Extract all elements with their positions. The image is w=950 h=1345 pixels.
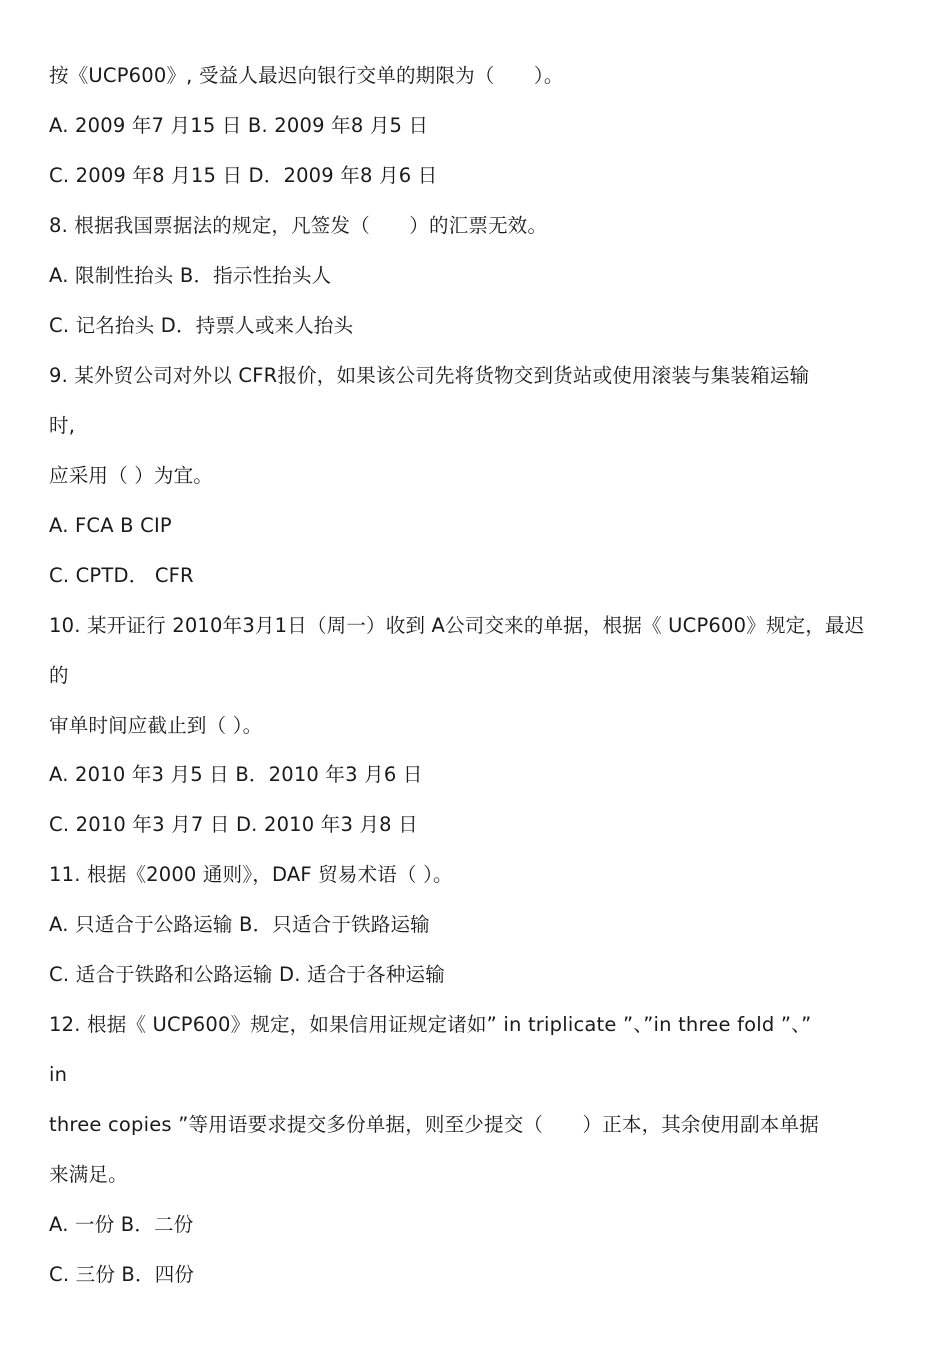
- text-line: three copies ”等用语要求提交多份单据，则至少提交（ ）正本，其余使用副本单据: [49, 1113, 819, 1136]
- text-line: 应采用（ ）为宜。: [49, 464, 213, 487]
- text-line: 按《UCP600》, 受益人最迟向银行交单的期限为（ ）。: [49, 64, 564, 87]
- text-line: C. 三份 B．四份: [49, 1263, 195, 1286]
- text-line: 11. 根据《2000 通则》，DAF 贸易术语（ ）。: [49, 863, 453, 886]
- text-line: C. 2009 年8 月15 日 D．2009 年8 月6 日: [49, 164, 438, 187]
- text-line: C. 适合于铁路和公路运输 D. 适合于各种运输: [49, 963, 445, 986]
- text-line: A. 只适合于公路运输 B．只适合于铁路运输: [49, 913, 430, 936]
- text-line: C. 记名抬头 D．持票人或来人抬头: [49, 314, 354, 337]
- text-line: 8. 根据我国票据法的规定，凡签发（ ）的汇票无效。: [49, 214, 548, 237]
- text-line: 12. 根据《 UCP600》规定，如果信用证规定诸如” in triplicate ”、”in three fold ”、”: [49, 1013, 812, 1036]
- text-line: C. 2010 年3 月7 日 D. 2010 年3 月8 日: [49, 813, 418, 836]
- text-line: A. FCA B CIP: [49, 514, 172, 537]
- text-line: C. CPTD． CFR: [49, 564, 194, 587]
- text-line: A. 2009 年7 月15 日 B. 2009 年8 月5 日: [49, 114, 429, 137]
- text-line: A. 2010 年3 月5 日 B．2010 年3 月6 日: [49, 763, 423, 786]
- text-line: 审单时间应截止到（ ）。: [49, 714, 263, 737]
- text-line: 来满足。: [49, 1163, 128, 1186]
- text-line: 9. 某外贸公司对外以 CFR报价，如果该公司先将货物交到货站或使用滚装与集装箱运输: [49, 364, 810, 387]
- text-line: A. 限制性抬头 B．指示性抬头人: [49, 264, 332, 287]
- text-line: in: [49, 1063, 68, 1086]
- text-line: A. 一份 B．二份: [49, 1213, 194, 1236]
- text-line: 的: [49, 664, 69, 687]
- text-line: 10. 某开证行 2010年3月1日（周一）收到 A公司交来的单据，根据《 UCP600》规定，最迟: [49, 614, 865, 637]
- text-line: 时,: [49, 414, 76, 437]
